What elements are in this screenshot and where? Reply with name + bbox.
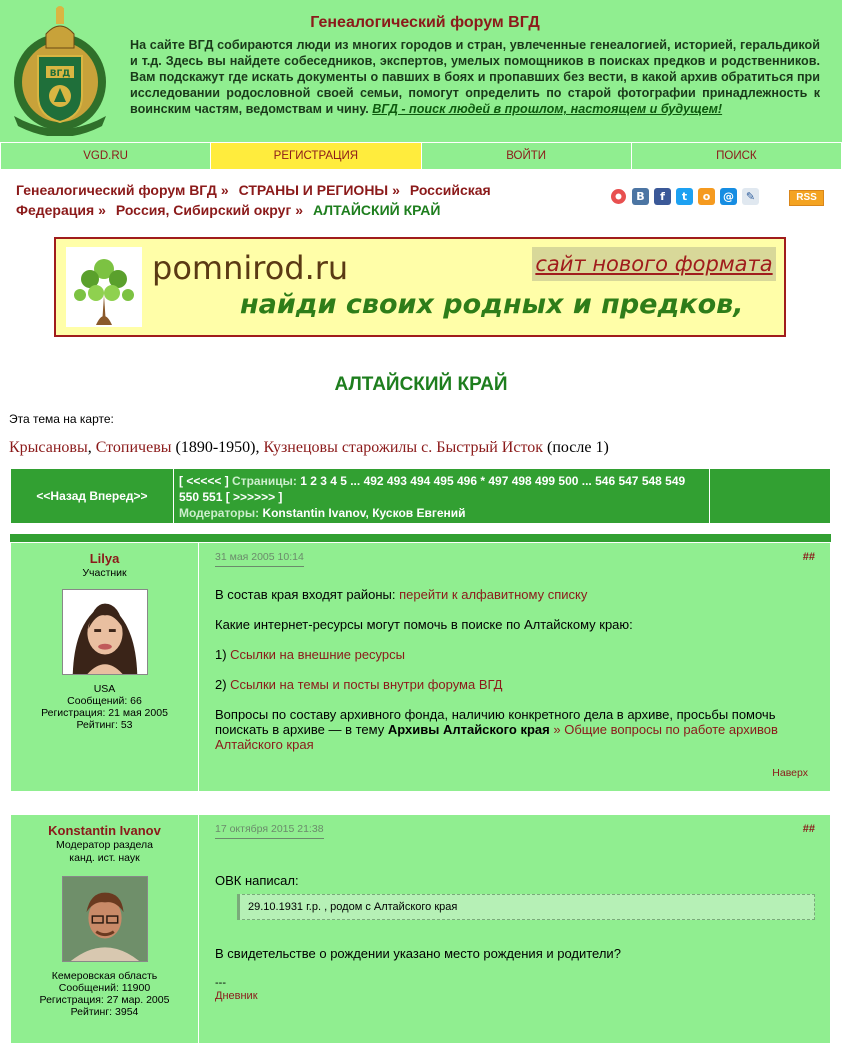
pomnirod-banner[interactable] (54, 237, 786, 337)
banner-site-name: pomnirod.ru (152, 249, 349, 287)
avatar[interactable] (62, 876, 148, 962)
external-resources-link[interactable]: Ссылки на внешние ресурсы (230, 647, 405, 662)
diary-link[interactable]: Дневник (215, 990, 258, 1002)
pages-row1[interactable]: 1 2 3 4 5 ... 492 493 494 495 496 * 497 498 499 500 ... 546 547 548 549 (300, 474, 686, 488)
breadcrumb-countries[interactable]: СТРАНЫ И РЕГИОНЫ (238, 182, 389, 198)
author-name[interactable]: Lilya (89, 551, 120, 566)
author-messages: Сообщений: 11900 (58, 982, 151, 994)
author-registered: Регистрация: 21 мая 2005 (41, 707, 168, 719)
post-paragraph: Вопросы по составу архивного фонда, наличию конкретного дела в архиве, просьбы помочь поискать в архиве — в тему Архивы Алтайского края » Общие вопросы по работе архивов Алтайского края (215, 707, 778, 752)
author-messages: Сообщений: 66 (67, 695, 142, 707)
nav-item-registration[interactable]: РЕГИСТРАЦИЯ (210, 142, 420, 170)
author-rating: Рейтинг: 53 (76, 719, 133, 731)
signature (215, 989, 815, 1003)
author-registered: Регистрация: 27 мар. 2005 (39, 994, 170, 1006)
author-rank: Участник (82, 567, 127, 579)
nav-item-search[interactable]: ПОИСК (631, 142, 842, 170)
site-description: На сайте ВГД собираются люди из многих городов и стран, увлеченные генеалогией, историей, геральдикой и т.д. Здесь вы найдете собеседников, экспертов, умелых помощников в поисках предков и родственников. Вам подскажут где искать документы о павших в боях и пропавших без вести, в какой архив обратиться при исследовании родословной своей семьи, помогут определить по старой фотографии принадлежность к воинским частям, ведомствам и чину. ВГД - поиск людей в прошлом, настоящем и будущем! (130, 38, 820, 116)
breadcrumb-siberia[interactable]: Россия, Сибирский округ (115, 202, 292, 218)
banner-tag[interactable]: сайт нового формата (532, 247, 776, 281)
pages-prev-link[interactable]: [ <<<<< ] (179, 474, 229, 488)
related-topics: Крысановы, Стопичевы (1890-1950), Кузнецовы старожилы с. Быстрый Исток (после 1) (9, 439, 609, 456)
author-location: USA (93, 683, 116, 695)
post-paragraph: 1) Ссылки на внешние ресурсы (215, 647, 405, 662)
page-list (174, 469, 710, 523)
avatar[interactable] (62, 589, 148, 675)
author-degree: канд. ист. наук (69, 852, 140, 864)
section-divider (10, 534, 831, 542)
forum-post (10, 814, 831, 1043)
signature-separator: --- (215, 977, 226, 989)
related-link-stopichevy[interactable]: Стопичевы (95, 439, 172, 456)
related-link-kuznetsovy[interactable]: Кузнецовы старожилы с. Быстрый Исток (263, 439, 544, 456)
bookmark-icon[interactable] (610, 188, 627, 205)
pages-label: Страницы: (232, 474, 297, 488)
post-date: 31 мая 2005 10:14 (215, 551, 304, 567)
topic-title: АЛТАЙСКИЙ КРАЙ (334, 374, 508, 395)
archives-general-link[interactable]: Общие вопросы по работе архивов Алтайского края (215, 722, 778, 752)
pagination-bar (10, 468, 831, 524)
post-paragraph: В свидетельстве о рождении указано место рождения и родители? (215, 946, 621, 961)
map-label: Эта тема на карте: (9, 412, 114, 426)
facebook-icon[interactable]: f (654, 188, 671, 205)
svg-text:ВГД: ВГД (49, 69, 71, 79)
breadcrumb-russia[interactable]: Российская Федерация (16, 182, 491, 218)
tree-icon (66, 247, 142, 327)
forum-topics-link[interactable]: Ссылки на темы и посты внутри форума ВГД (230, 677, 503, 692)
twitter-icon[interactable]: t (676, 188, 693, 205)
rss-button[interactable]: RSS (789, 190, 824, 206)
post-permalink[interactable]: ## (802, 823, 815, 835)
site-slogan-link[interactable]: ВГД - поиск людей в прошлом, настоящем и будущем! (372, 102, 723, 116)
back-to-top-link[interactable]: Наверх (772, 767, 808, 779)
post-author-panel (11, 543, 199, 791)
post-body (215, 815, 815, 1003)
districts-list-link[interactable]: перейти к алфавитному списку (399, 587, 588, 602)
author-rating: Рейтинг: 3954 (70, 1006, 139, 1018)
breadcrumb-forum[interactable]: Генеалогический форум ВГД (16, 182, 217, 198)
social-share-bar (610, 188, 759, 206)
breadcrumb: Генеалогический форум ВГД » СТРАНЫ И РЕГИОНЫ » Российская Федерация » Россия, Сибирский округ » АЛТАЙСКИЙ КРАЙ (16, 182, 491, 218)
site-title: Генеалогический форум ВГД (310, 14, 540, 31)
breadcrumb-current: АЛТАЙСКИЙ КРАЙ (312, 202, 441, 218)
vk-icon[interactable]: В (632, 188, 649, 205)
author-name[interactable]: Konstantin Ivanov (48, 823, 161, 838)
main-nav (0, 142, 842, 170)
odnoklassniki-icon[interactable]: о (698, 188, 715, 205)
vgd-logo-icon[interactable] (10, 4, 110, 136)
nav-item-vgd[interactable]: VGD.RU (0, 142, 210, 170)
related-link-krysanovy[interactable]: Крысановы (9, 439, 88, 456)
prev-next-nav[interactable]: <<Назад Вперед>> (11, 469, 174, 523)
post-text (215, 873, 815, 1003)
forum-post (10, 542, 831, 792)
author-location: Кемеровская область (51, 970, 158, 982)
archives-topic-link[interactable]: Архивы Алтайского края (387, 722, 550, 737)
post-author-panel (11, 815, 199, 1043)
moderators-label: Модераторы: (179, 506, 260, 520)
quote-author: ОВК написал: (215, 873, 299, 888)
pages-row2[interactable]: 550 551 [ >>>>>> ] (179, 490, 283, 504)
banner-slogan: найди своих родных и предков, (240, 289, 744, 320)
post-body (215, 543, 815, 752)
author-rank: Модератор раздела (56, 839, 153, 851)
livejournal-icon[interactable]: ✎ (742, 188, 759, 205)
post-paragraph: Какие интернет-ресурсы могут помочь в поиске по Алтайскому краю: (215, 617, 633, 632)
nav-item-login[interactable]: ВОЙТИ (421, 142, 631, 170)
post-text (215, 587, 815, 752)
post-date: 17 октября 2015 21:38 (215, 823, 324, 839)
site-header (0, 0, 842, 142)
post-paragraph: 2) Ссылки на темы и посты внутри форума ВГД (215, 677, 503, 692)
moderators-list[interactable]: Konstantin Ivanov, Кусков Евгений (262, 506, 466, 520)
post-permalink[interactable]: ## (802, 551, 815, 563)
mailru-icon[interactable]: @ (720, 188, 737, 205)
quote-block: 29.10.1931 г.р. , родом с Алтайского края (237, 894, 815, 920)
post-paragraph: В состав края входят районы: перейти к алфавитному списку (215, 587, 588, 602)
